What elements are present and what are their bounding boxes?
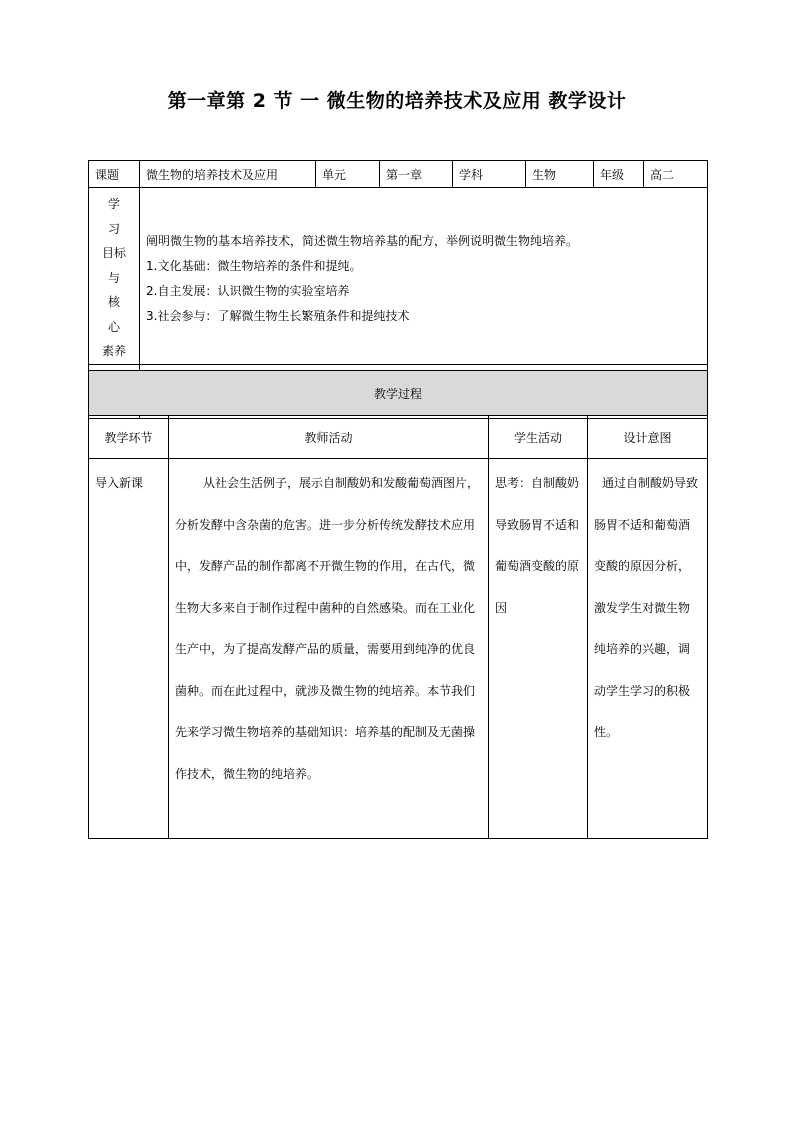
- grade-label: 年级: [594, 161, 644, 188]
- teacher-activity-cell: 从社会生活例子，展示自制酸奶和发酸葡萄酒图片，分析发酵中含杂菌的危害。进一步分析传统发酵技术应用中，发酵产品的制作都离不开微生物的作用，在古代，微生物大多来自于制作过程中菌种的自然感染。而在工业化生产中，为了提高发酵产品的质量，需要用到纯净的优良菌种。而在此过程中，就涉及微生物的纯培养。本节我们先来学习微生物培养的基础知识：培养基的配制及无菌操作技术，微生物的纯培养。: [169, 459, 489, 839]
- goal-item: 1.文化基础：微生物培养的条件和提纯。: [146, 258, 362, 273]
- process-section-row: [89, 371, 708, 416]
- goals-row: [89, 188, 708, 365]
- topic-label: 课题: [89, 161, 140, 188]
- student-activity-cell: 思考：自制酸奶导致肠胃不适和葡萄酒变酸的原因: [489, 459, 588, 839]
- stage-cell: 导入新课: [89, 459, 169, 839]
- column-header-stage: 教学环节: [89, 416, 169, 459]
- goal-item: 2.自主发展：认识微生物的实验室培养: [146, 283, 350, 298]
- column-header-teacher: 教师活动: [169, 416, 489, 459]
- design-intent-cell: 通过自制酸奶导致肠胃不适和葡萄酒变酸的原因分析，激发学生对微生物纯培养的兴趣，调动学生学习的积极性。: [588, 459, 708, 839]
- topic-value: 微生物的培养技术及应用: [140, 161, 316, 188]
- info-header-row: [89, 161, 708, 188]
- subject-label: 学科: [453, 161, 526, 188]
- goal-item: 3.社会参与：了解微生物生长繁殖条件和提纯技术: [146, 308, 410, 323]
- table-row: [89, 459, 708, 839]
- process-column-headers: [89, 416, 708, 459]
- unit-label: 单元: [316, 161, 380, 188]
- page-title: 第一章第 2 节 一 微生物的培养技术及应用 教学设计: [167, 90, 627, 112]
- goal-intro: 阐明微生物的基本培养技术，简述微生物培养基的配方，举例说明微生物纯培养。: [146, 233, 579, 248]
- column-header-student: 学生活动: [489, 416, 588, 459]
- process-section-title: 教学过程: [89, 371, 708, 416]
- goals-label: 学 习 目标 与 核 心 素养: [89, 188, 140, 365]
- grade-value: 高二: [644, 161, 708, 188]
- column-header-intent: 设计意图: [588, 416, 708, 459]
- teaching-process-table: [88, 370, 708, 839]
- goals-content: [140, 188, 708, 365]
- unit-value: 第一章: [380, 161, 453, 188]
- subject-value: 生物: [526, 161, 594, 188]
